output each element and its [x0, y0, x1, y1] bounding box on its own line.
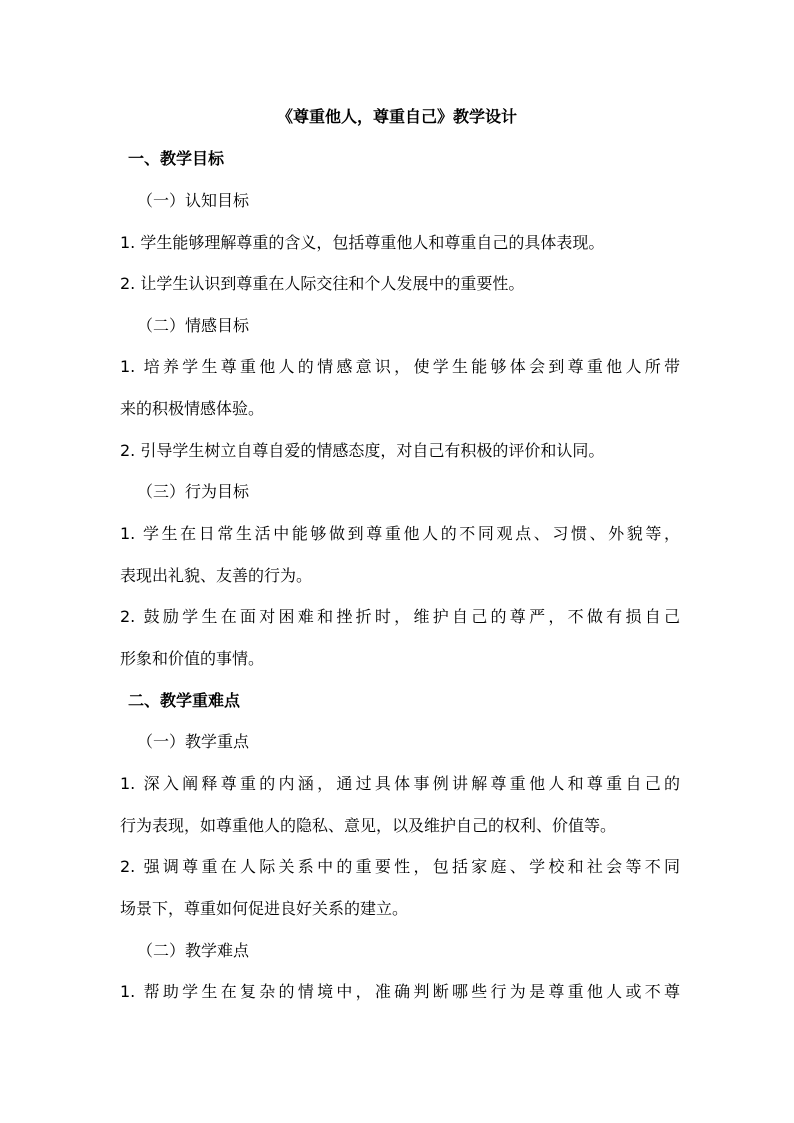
- paragraph-line: 行为表现，如尊重他人的隐私、意见，以及维护自己的权利、价值等。: [120, 816, 617, 835]
- paragraph-line: 1. 学生在日常生活中能够做到尊重他人的不同观点、习惯、外貌等，: [120, 524, 680, 543]
- paragraph-line: 1. 培养学生尊重他人的情感意识，使学生能够体会到尊重他人所带: [120, 357, 680, 376]
- paragraph-line: 形象和价值的事情。: [120, 649, 265, 668]
- section-heading-objectives: 一、教学目标: [128, 149, 225, 168]
- subsection-heading-difficulty: （二）教学难点: [137, 941, 250, 960]
- paragraph-line: 2. 引导学生树立自尊自爱的情感态度，对自己有积极的评价和认同。: [120, 441, 605, 460]
- paragraph-line: 表现出礼貌、友善的行为。: [120, 566, 313, 585]
- paragraph-line: 2. 让学生认识到尊重在人际交往和个人发展中的重要性。: [120, 274, 525, 293]
- subsection-heading-focus: （一）教学重点: [137, 732, 250, 751]
- subsection-heading-emotional: （二）情感目标: [137, 316, 250, 335]
- document-title: 《尊重他人，尊重自己》教学设计: [276, 107, 517, 126]
- paragraph-line: 1. 深入阐释尊重的内涵，通过具体事例讲解尊重他人和尊重自己的: [120, 774, 680, 793]
- subsection-heading-cognitive: （一）认知目标: [137, 191, 250, 210]
- subsection-heading-behavior: （三）行为目标: [137, 482, 250, 501]
- section-heading-key-points: 二、教学重难点: [128, 691, 241, 710]
- paragraph-line: 来的积极情感体验。: [120, 399, 265, 418]
- paragraph-line: 1. 学生能够理解尊重的含义，包括尊重他人和尊重自己的具体表现。: [120, 233, 605, 252]
- paragraph-line: 2. 鼓励学生在面对困难和挫折时，维护自己的尊严，不做有损自己: [120, 607, 680, 626]
- paragraph-line: 1. 帮助学生在复杂的情境中，准确判断哪些行为是尊重他人或不尊: [120, 982, 680, 1001]
- paragraph-line: 2. 强调尊重在人际关系中的重要性，包括家庭、学校和社会等不同: [120, 857, 680, 876]
- paragraph-line: 场景下，尊重如何促进良好关系的建立。: [120, 899, 409, 918]
